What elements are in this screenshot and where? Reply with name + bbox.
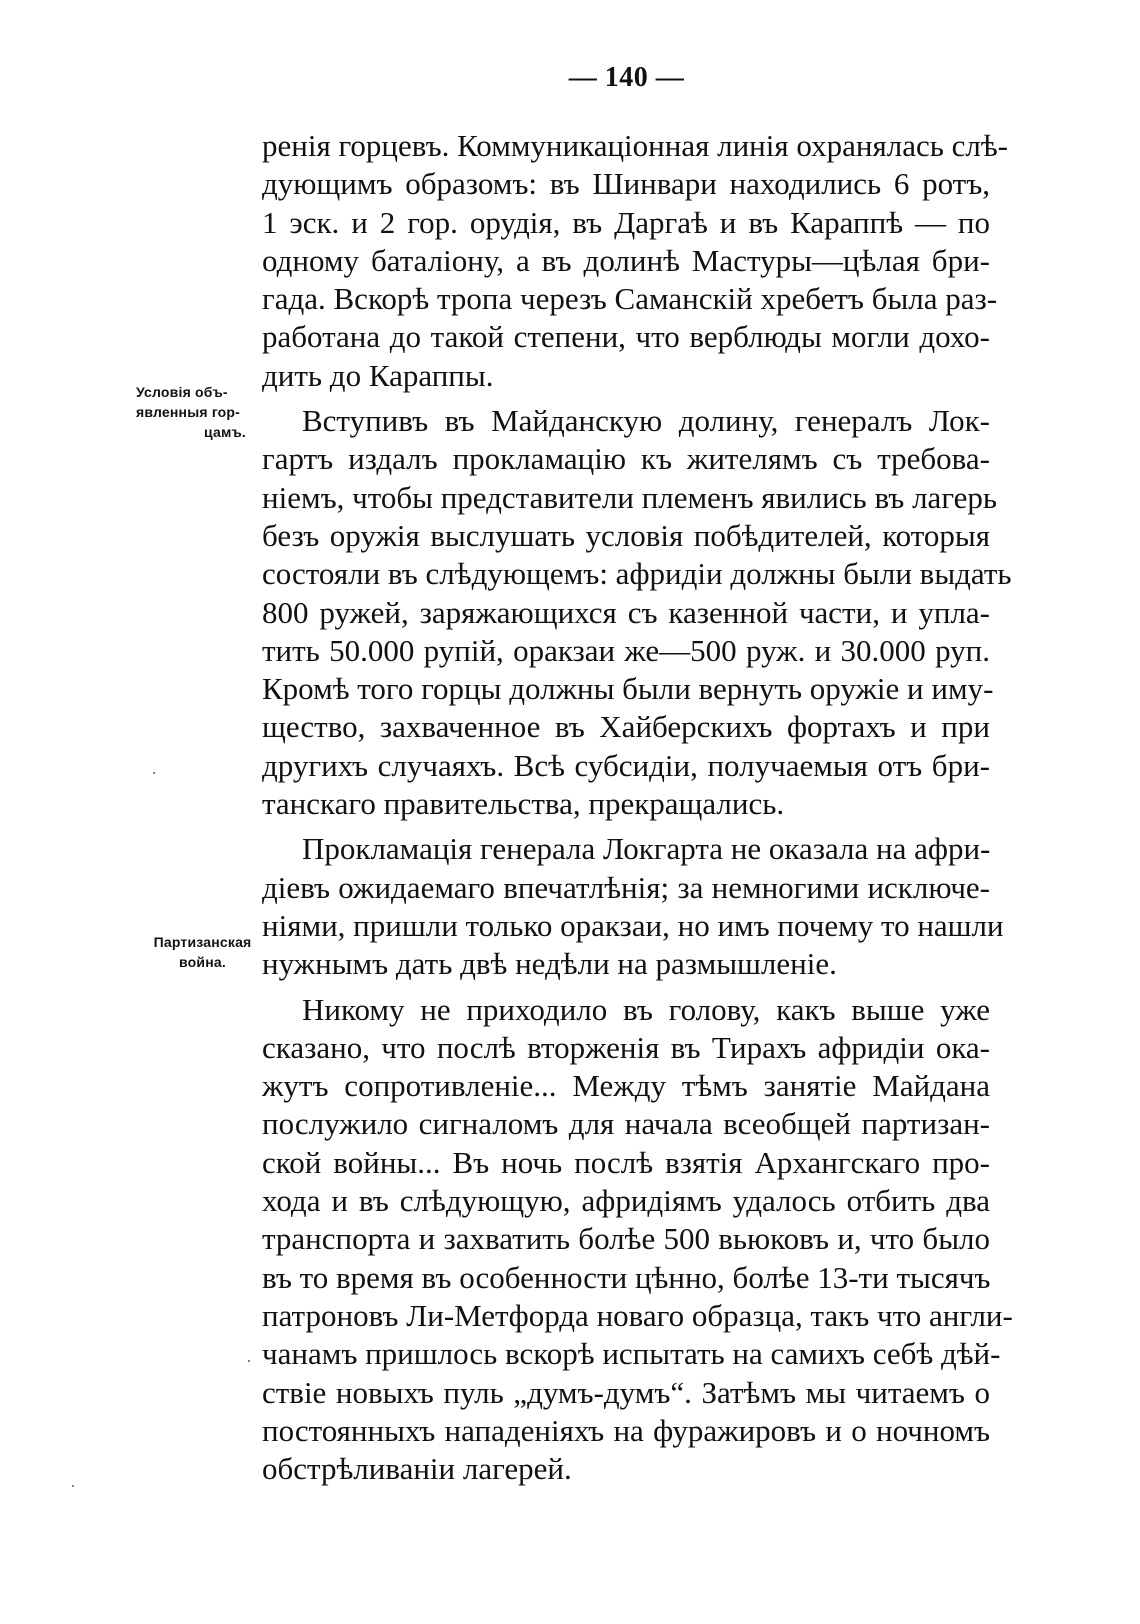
text-line: транспорта и захватить болѣе 500 вьюковъ и, что было xyxy=(262,1221,990,1257)
text-line: щество, захваченное въ Хайберскихъ фортахъ и при xyxy=(262,709,990,745)
text-line: жутъ сопротивленіе... Между тѣмъ занятіе Майдана xyxy=(262,1068,990,1104)
text-line: патроновъ Ли-Метфорда новаго образца, такъ что англи- xyxy=(262,1297,1013,1333)
margin-note-line: Условія объ- xyxy=(136,384,228,400)
text-line: Прокламація генерала Локгарта не оказала на афри- xyxy=(302,831,991,867)
paragraph-3 xyxy=(262,830,1004,983)
margin-note-line: явленныя гор- xyxy=(136,404,241,420)
text-line: дить до Караппы. xyxy=(262,357,494,393)
margin-note-conditions xyxy=(136,382,261,442)
paper-speck xyxy=(72,1485,74,1487)
text-line: діевъ ожидаемаго впечатлѣнія; за немногими исключе- xyxy=(262,869,990,905)
paragraph-4 xyxy=(262,991,1013,1489)
text-line: дующимъ образомъ: въ Шинвари находились 6 ротъ, xyxy=(262,166,990,202)
text-line: гартъ издалъ прокламацію къ жителямъ съ требова- xyxy=(262,441,990,477)
text-line: сказано, что послѣ вторженія въ Тирахъ афридіи ока- xyxy=(262,1029,990,1065)
text-line: ской войны... Въ ночь послѣ взятія Архангскаго про- xyxy=(262,1144,990,1180)
text-line: Кромѣ того горцы должны были вернуть оружіе и иму- xyxy=(262,671,994,707)
text-line: ніемъ, чтобы представители племенъ явились въ лагерь xyxy=(262,479,998,515)
text-line: одному баталіону, а въ долинѣ Мастуры—цѣлая бри- xyxy=(262,242,990,278)
paragraph-1 xyxy=(262,127,1008,395)
text-line: ренія горцевъ. Коммуникаціонная линія охранялась слѣ- xyxy=(262,128,1008,163)
text-line: ніями, пришли только оракзаи, но имъ почему то нашли xyxy=(262,907,1004,943)
text-line: тить 50.000 рупій, оракзаи же—500 руж. и 30.000 руп. xyxy=(262,632,990,668)
text-line: чанамъ пришлось вскорѣ испытать на самихъ себѣ дѣй- xyxy=(262,1336,1001,1372)
page-number: — 140 — xyxy=(568,62,685,93)
text-line: обстрѣливаніи лагерей. xyxy=(262,1451,572,1487)
text-line: 800 ружей, заряжающихся съ казенной части, и упла- xyxy=(262,594,990,630)
text-line: состояли въ слѣдующемъ: афридіи должны были выдать xyxy=(262,556,1012,592)
text-line: послужило сигналомъ для начала всеобщей партизан- xyxy=(262,1106,990,1142)
text-line: Вступивъ въ Майданскую долину, генералъ Лок- xyxy=(302,403,990,439)
text-line: нужнымъ дать двѣ недѣли на размышленіе. xyxy=(262,946,837,982)
text-line: танскаго правительства, прекращались. xyxy=(262,786,785,822)
paragraph-2 xyxy=(262,402,1012,823)
text-line: работана до такой степени, что верблюды могли дохо- xyxy=(262,319,990,355)
text-line: 1 эск. и 2 гор. орудія, въ Даргаѣ и въ Караппѣ — по xyxy=(262,204,990,240)
margin-note-line: Партизанская xyxy=(153,934,252,950)
text-line: Никому не приходило въ голову, какъ выше уже xyxy=(302,991,990,1027)
text-line: другихъ случаяхъ. Всѣ субсидіи, получаемыя отъ бри- xyxy=(262,747,990,783)
paper-speck xyxy=(153,772,155,774)
text-line: ствіе новыхъ пуль „думъ-думъ“. Затѣмъ мы читаемъ о xyxy=(262,1374,990,1410)
text-line: въ то время въ особенности цѣнно, болѣе 13-ти тысячъ xyxy=(262,1259,991,1295)
text-line: безъ оружія выслушать условія побѣдителей, которыя xyxy=(262,517,990,553)
margin-note-line: цамъ. xyxy=(203,424,246,440)
text-line: хода и въ слѣдующую, афридіямъ удалось отбить два xyxy=(262,1183,990,1219)
margin-note-line: война. xyxy=(179,954,226,970)
text-line: постоянныхъ нападеніяхъ на фуражировъ и о ночномъ xyxy=(262,1412,990,1448)
margin-note-partisan-war xyxy=(140,932,265,972)
text-line: гада. Вскорѣ тропа черезъ Саманскій хребетъ была раз- xyxy=(262,281,998,317)
body-text xyxy=(262,127,1013,1488)
paper-speck xyxy=(248,1360,250,1362)
